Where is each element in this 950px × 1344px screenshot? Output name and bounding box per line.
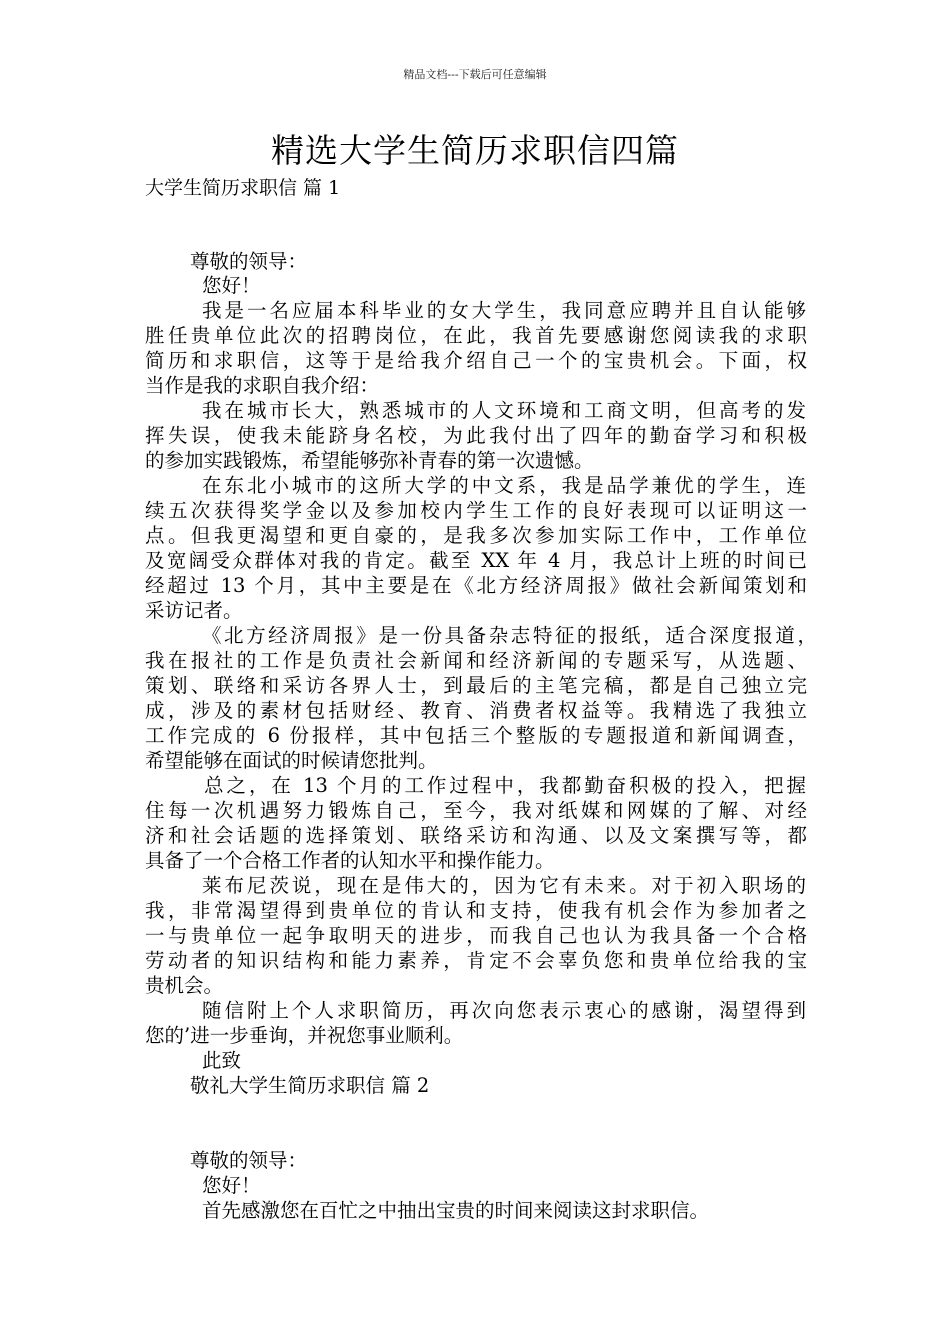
letter-1-line: 续五次获得奖学金以及参加校内学生工作的良好表现可以证明这一 <box>145 499 807 522</box>
letter-1-line: 一与贵单位一起争取明天的进步，而我自己也认为我具备一个合格 <box>145 924 807 947</box>
letter-2-greeting: 您好！ <box>202 1174 261 1197</box>
letter-1-line: 简历和求职信，这等于是给我介绍自己一个的宝贵机会。下面，权 <box>145 349 807 372</box>
letter-1-line: 点。但我更渴望和更自豪的，是我多次参加实际工作中，工作单位 <box>145 524 807 547</box>
letter-1-line: 胜任贵单位此次的招聘岗位，在此，我首先要感谢您阅读我的求职 <box>145 324 807 347</box>
letter-1-line: 我是一名应届本科毕业的女大学生，我同意应聘并且自认能够 <box>202 299 806 322</box>
letter-1-line: 希望能够在面试的时候请您批判。 <box>145 749 438 772</box>
letter-1-line: 当作是我的求职自我介绍： <box>145 374 380 397</box>
letter-1-line: 挥失误，使我未能跻身名校，为此我付出了四年的勤奋学习和积极 <box>145 424 807 447</box>
letter-1-line: 及宽阔受众群体对我的肯定。截至 XX 年 4 月，我总计上班的时间已 <box>145 549 807 572</box>
letter-1-line: 莱布尼茨说，现在是伟大的，因为它有未来。对于初入职场的 <box>202 874 806 897</box>
letter-1-line: 经超过 13 个月，其中主要是在《北方经济周报》做社会新闻策划和 <box>145 574 807 597</box>
letter-1-line: 《北方经济周报》是一份具备杂志特征的报纸，适合深度报道， <box>202 624 817 647</box>
letter-1-line: 工作完成的 6 份报样，其中包括三个整版的专题报道和新闻调查， <box>145 724 807 747</box>
letter-1-line: 住每一次机遇努力锻炼自己，至今，我对纸媒和网媒的了解、对经 <box>145 799 807 822</box>
letter-2-heading: 敬礼大学生简历求职信 篇 2 <box>190 1074 430 1097</box>
letter-1-line: 劳动者的知识结构和能力素养，肯定不会辜负您和贵单位给我的宝 <box>145 949 807 972</box>
letter-1-line: 您的’进一步垂询，并祝您事业顺利。 <box>145 1024 464 1047</box>
letter-1-line: 总之，在 13 个月的工作过程中，我都勤奋积极的投入，把握 <box>204 774 806 797</box>
letter-1-line: 我在城市长大，熟悉城市的人文环境和工商文明，但高考的发 <box>202 399 806 422</box>
letter-2-salutation: 尊敬的领导： <box>190 1149 308 1172</box>
letter-1-line: 策划、联络和采访各界人士，到最后的主笔完稿，都是自己独立完 <box>145 674 807 697</box>
letter-1-line: 随信附上个人求职简历，再次向您表示衷心的感谢，渴望得到 <box>202 999 806 1022</box>
letter-1-line: 的参加实践锻炼，希望能够弥补青春的第一次遗憾。 <box>145 449 594 472</box>
letter-2-line: 首先感激您在百忙之中抽出宝贵的时间来阅读这封求职信。 <box>202 1199 710 1222</box>
letter-1-closing: 此致 <box>202 1049 242 1072</box>
letter-1-heading: 大学生简历求职信 篇 1 <box>145 177 341 199</box>
letter-1-line: 采访记者。 <box>145 599 243 622</box>
letter-1-line: 成，涉及的素材包括财经、教育、消费者权益等。我精选了我独立 <box>145 699 807 722</box>
header-note: 精品文档---下载后可任意编辑 <box>403 68 547 81</box>
letter-1-line: 具备了一个合格工作者的认知水平和操作能力。 <box>145 849 555 872</box>
letter-1-line: 贵机会。 <box>145 974 224 997</box>
letter-1-salutation: 尊敬的领导： <box>190 250 308 273</box>
letter-1-line: 我，非常渴望得到贵单位的肯认和支持，使我有机会作为参加者之 <box>145 899 807 922</box>
letter-1-line: 济和社会话题的选择策划、联络采访和沟通、以及文案撰写等，都 <box>145 824 807 847</box>
letter-1-line: 在东北小城市的这所大学的中文系，我是品学兼优的学生，连 <box>202 474 806 497</box>
letter-1-line: 我在报社的工作是负责社会新闻和经济新闻的专题采写，从选题、 <box>145 649 807 672</box>
letter-1-greeting: 您好！ <box>202 274 261 297</box>
document-title: 精选大学生简历求职信四篇 <box>271 131 679 170</box>
